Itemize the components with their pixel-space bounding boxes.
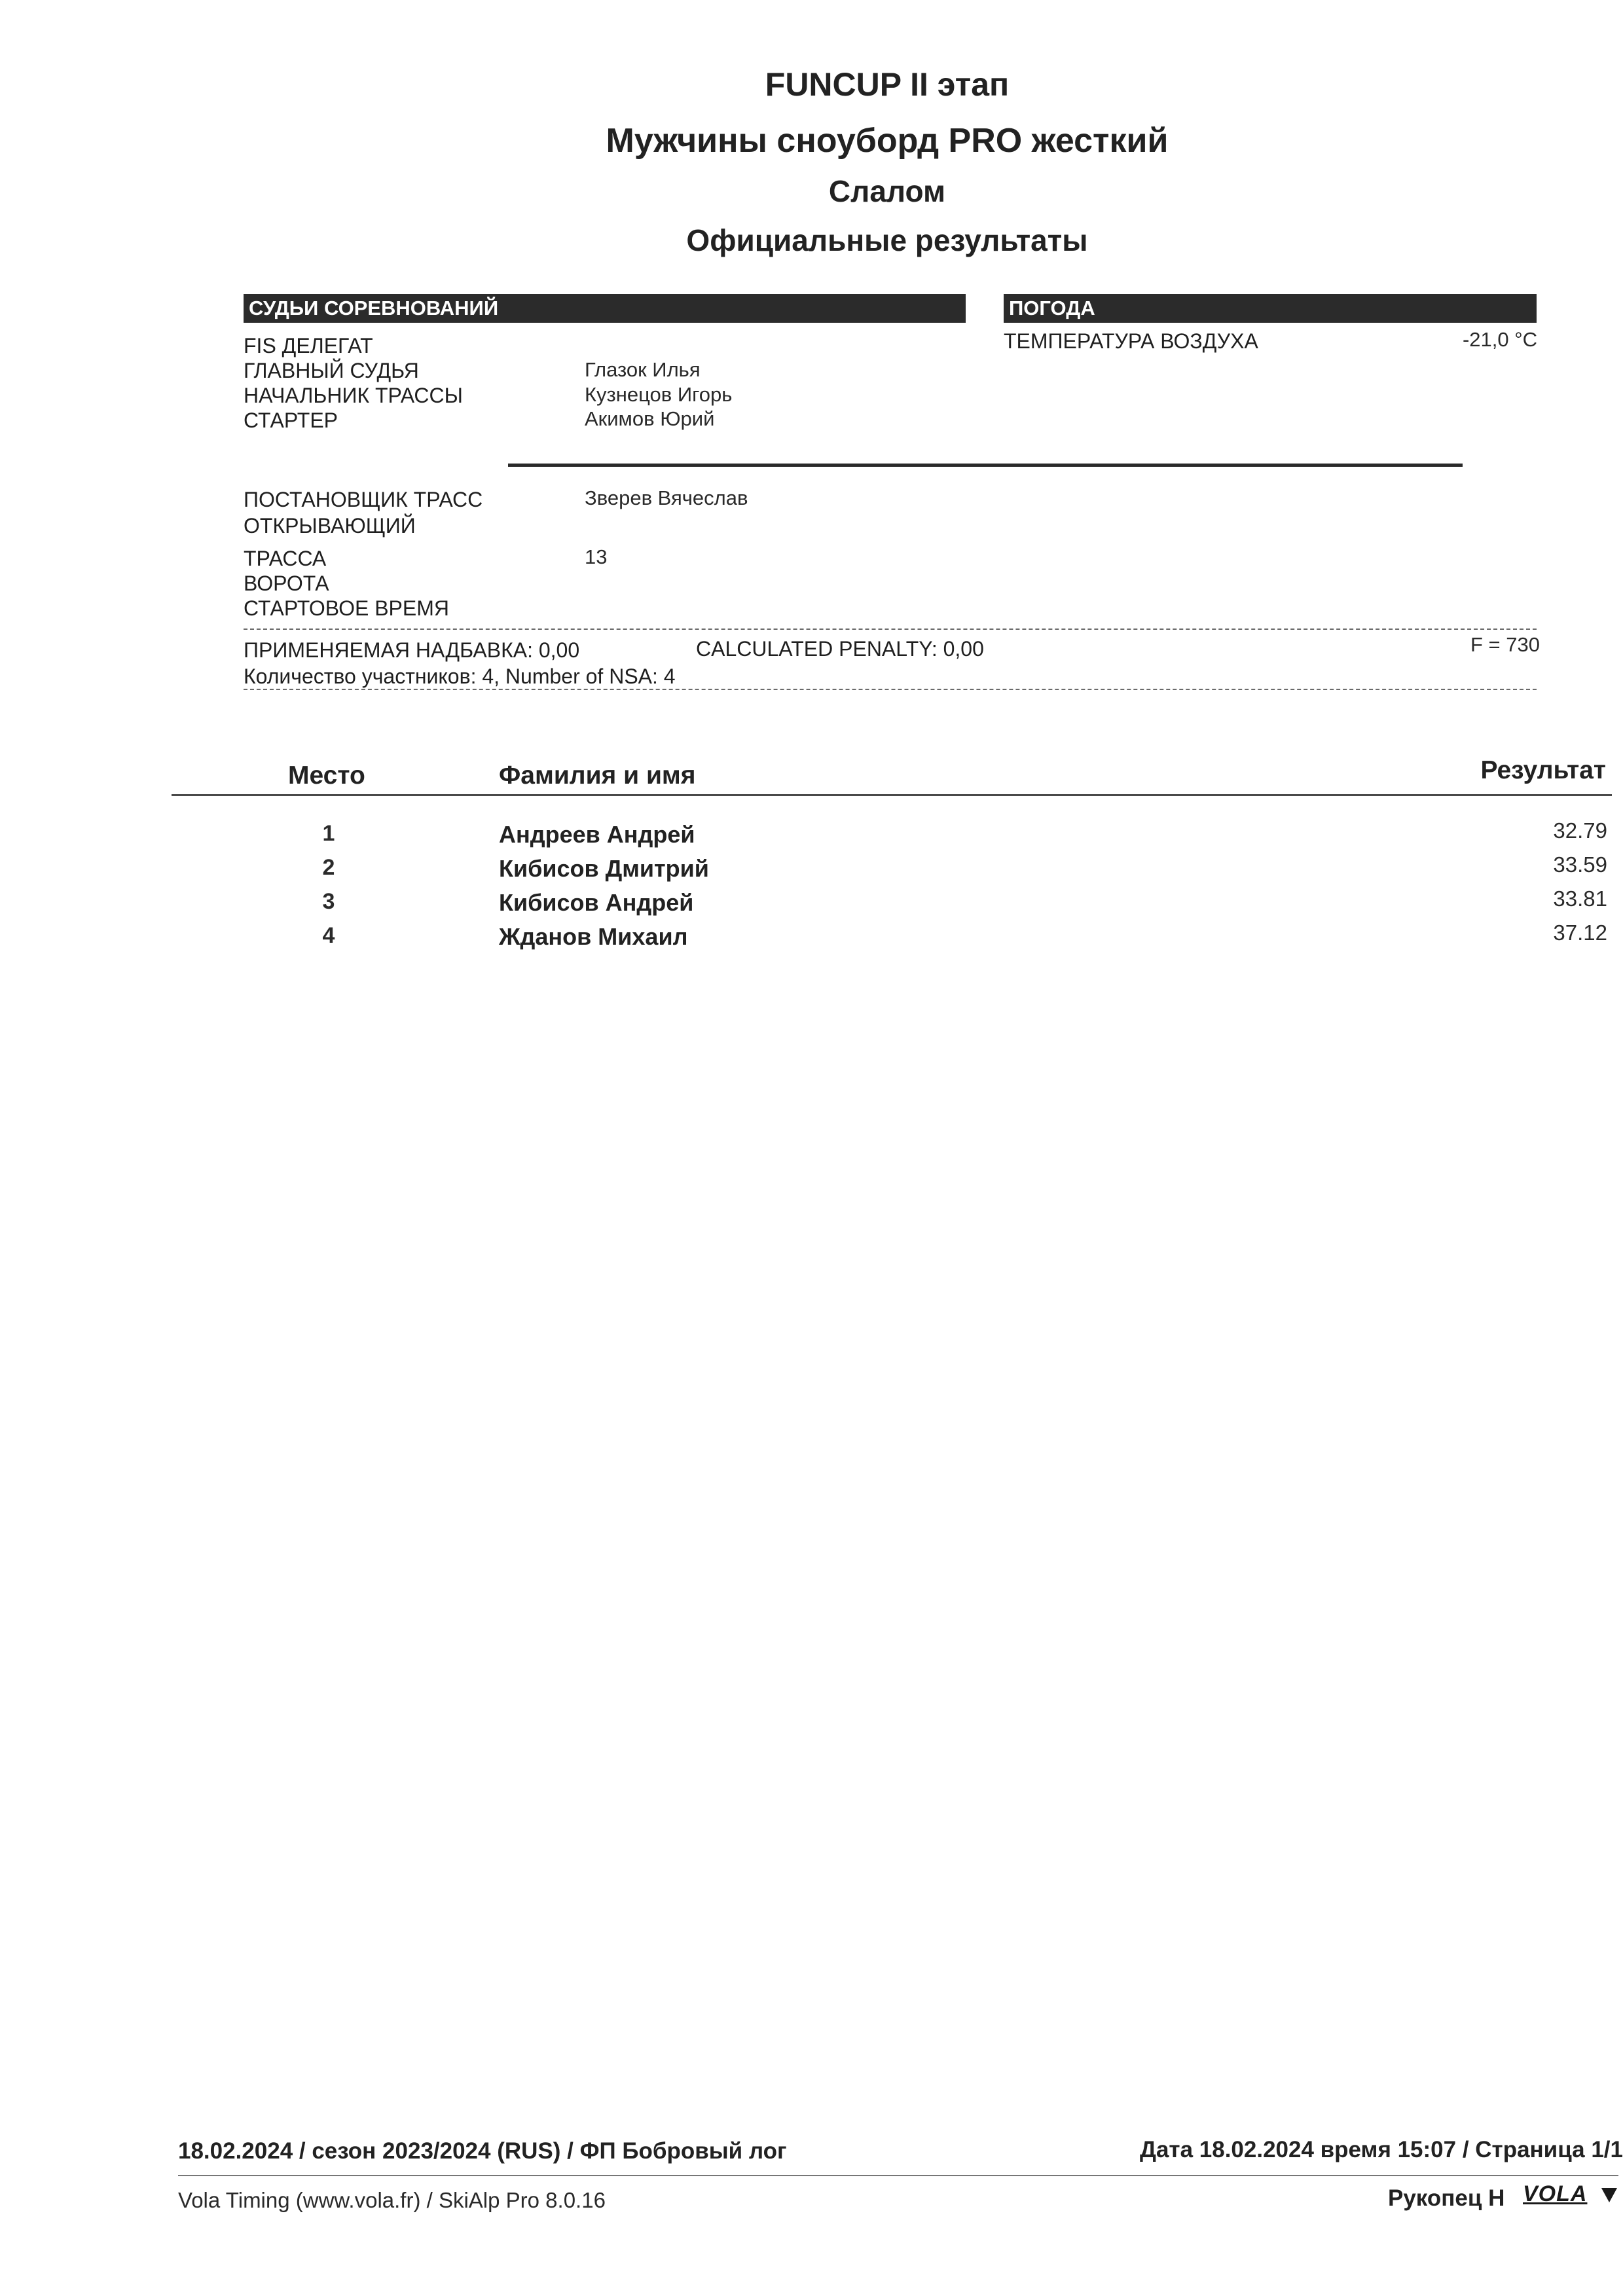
vola-logo: VOLA [1523,2181,1588,2206]
participants-count: Количество участников: 4, Number of NSA: 4 [244,665,676,688]
judges-label-starter: СТАРТЕР [244,409,338,432]
row-place: 1 [322,821,335,846]
footer-rule [178,2175,1618,2176]
judges-label-fis-delegate: FIS ДЕЛЕГАТ [244,334,373,357]
row-name: Кибисов Андрей [499,889,694,916]
row-place: 3 [322,889,335,914]
judges-label-chief-judge: ГЛАВНЫЙ СУДЬЯ [244,359,419,382]
discipline-title: Слалом [828,174,946,208]
course-label-track: ТРАССА [244,547,327,570]
penalty-divider-bottom [244,689,1537,690]
weather-section-header: ПОГОДА [1004,294,1537,323]
row-place: 4 [322,923,335,948]
table-header-rule [172,794,1612,796]
table-row [0,886,1623,923]
column-header-name: Фамилия и имя [499,761,696,790]
section-divider [508,464,1463,467]
row-name: Кибисов Дмитрий [499,855,709,882]
course-label-start-time: СТАРТОВОЕ ВРЕМЯ [244,596,449,620]
event-title: FUNCUP II этап [765,66,1010,103]
course-value-track: 13 [585,545,608,568]
weather-temp-value: -21,0 °C [1462,328,1537,351]
weather-temp-label: ТЕМПЕРАТУРА ВОЗДУХА [1004,329,1258,353]
row-result: 37.12 [1553,920,1607,945]
penalty-f-value: F = 730 [1470,633,1540,656]
table-row [0,920,1623,957]
table-row [0,852,1623,889]
footer-software: Vola Timing (www.vola.fr) / SkiAlp Pro 8.0.16 [178,2188,606,2212]
judges-value-starter: Акимов Юрий [585,407,715,430]
penalty-calculated: CALCULATED PENALTY: 0,00 [696,637,984,661]
row-result: 32.79 [1553,818,1607,843]
judges-value-course-chief: Кузнецов Игорь [585,383,733,406]
judges-label-course-chief: НАЧАЛЬНИК ТРАССЫ [244,384,463,407]
footer-print-date-page: Дата 18.02.2024 время 15:07 / Страница 1/1 [1140,2137,1623,2162]
status-title: Официальные результаты [686,223,1088,257]
column-header-result: Результат [1480,756,1606,784]
footer-operator: Рукопец Н [1388,2185,1505,2211]
row-result: 33.81 [1553,886,1607,911]
course-label-setter: ПОСТАНОВЩИК ТРАСС [244,488,483,511]
penalty-applied: ПРИМЕНЯЕМАЯ НАДБАВКА: 0,00 [244,638,580,662]
category-title: Мужчины сноуборд PRO жесткий [606,122,1169,160]
row-name: Жданов Михаил [499,923,688,950]
course-label-gates: ВОРОТА [244,572,329,595]
footer-date-season-venue: 18.02.2024 / сезон 2023/2024 (RUS) / ФП Бобровый лог [178,2138,787,2164]
course-label-forerunner: ОТКРЫВАЮЩИЙ [244,514,416,538]
penalty-divider-top [244,629,1537,630]
course-value-setter: Зверев Вячеслав [585,486,748,509]
vola-logo-mark-icon [1601,2188,1617,2202]
judges-section-header: СУДЬИ СОРЕВНОВАНИЙ [244,294,966,323]
table-row [0,818,1623,855]
row-result: 33.59 [1553,852,1607,877]
row-place: 2 [322,855,335,880]
judges-value-chief-judge: Глазок Илья [585,358,701,381]
row-name: Андреев Андрей [499,821,695,848]
column-header-place: Место [288,761,365,790]
